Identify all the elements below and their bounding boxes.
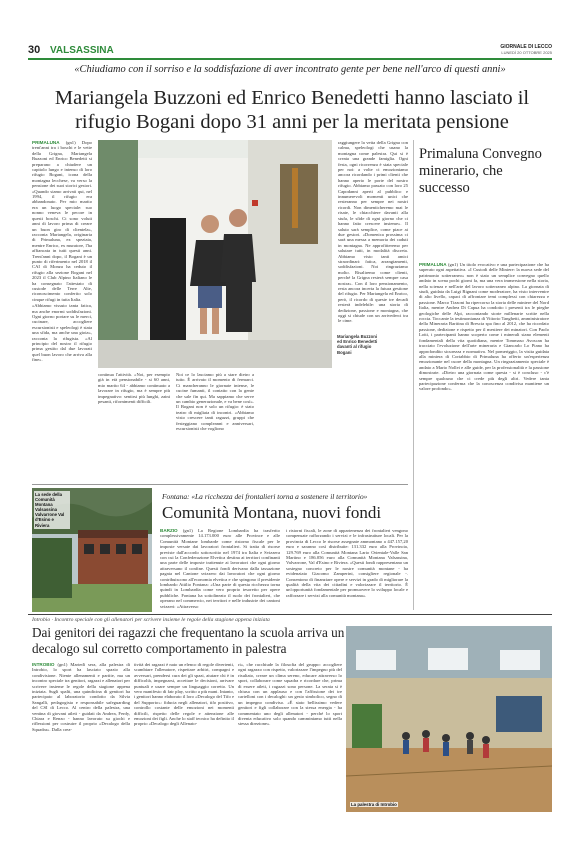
school-dateline: INTROBIO — [32, 662, 55, 667]
main-col-4-continue — [384, 336, 408, 408]
main-col-2: continua l'attività. «Noi, per esempio già in età pensionabile - si 60 anni, mio marito 64 - abbiamo continuato a lavorare in rifugio, ma è sempre più impegnativo: sentirsi più lunghi, zaini pesanti, rifornimenti difficili. — [98, 372, 170, 405]
frontalieri-col-1 — [160, 528, 280, 612]
main-col-3: Noi ce lo lasciamo più a stare dietro a tutto. È arrivato il momento di fermarci. Ci mancheranno le giornate intense, le cucine fumanti, il contatto con la gente che sale fin qui. Ma sappiamo che serve un cambio generazionale, e va bene così». Il Bogani non è solo un rifugio: è stato teatro di migliaia di incontri. «Abbiamo visto crescere tanti ragazzi, gruppi che festeggiano compleanni e anniversari, escursionisti che vogliono — [176, 372, 254, 432]
main-col1-text: Dopo trent'anni tra i boschi e le vette della Grigna, Mariangela Buzzoni ed Enrico Benedetti si preparano a chiudere un capitolo lungo e intenso di loro rifugio Bogani, icona della montagna lecchese, va verso la pensione dei suoi storici gestori. «Quando siamo arrivati qui, nel 1994, il rifugio era abbandonato. Per mio marito era un luogo speciale: suo nonno veneva le pecore in questi boschi. Ci sono voluti anni di lavoro prima di creare un buon giro di clientela», racconta Mariangela, originaria di Primaluna, ex speziaia, mentre Enrico, ex muratore, l'ha affiancata in tutti questi anni. Trent'anni dopo, il Bogani è un punto di riferimento nel 2018 il CAI di Monza ha ceduto il rifugio alla sezione Bogani nel 2023 il Club Alpino Italiano le ha consegnato l'attestato di custode delle Terre Alte, riconoscimento conferito solo cinque rifugi in tutta Italia. — [32, 140, 92, 302]
main-dateline: PRIMALUNA — [32, 140, 60, 145]
main-col1b-text: «Abbiamo vissuto tanta fatica, ma anche enormi soddisfazioni. Ogni giorno portare su le merci, cucinare, accogliere escursionisti e speleologi è stata una sfida, ma anche una gioia», racconta la rifugista. «Al principio del nostro il rifugio prima gestito dal due lavorati quel buon lavoro che arriva alla fine». — [32, 303, 92, 363]
page-number: 30 — [28, 44, 41, 56]
school-author: (gn1) — [57, 662, 68, 667]
main-kicker: «Chiudiamo con il sorriso e la soddisfazione di aver incontrato gente per bene nell'arco di questi anni» — [74, 64, 506, 75]
mid-rule — [32, 484, 408, 485]
side-author: (gn1) — [448, 262, 458, 267]
main-col-4: raggiungere la vetta della Grigna con calma, speleologi che usano la montagna come palestra. Qui si è creata una grande famiglia. Ogni festa, ogni ricorrenza è stata speciale per noi: a volte ci emozioniamo ancora ricordando i primi clienti che hanno aperto le porte del nostro rifugio. Abbiamo passato con loro 25 Capodanni aperti al pubblico e innumerevoli momenti unici che resteranno per sempre nei nostri ricordi. Non dimenticheremo mai le risate, le chiacchiere davanti alla stufa, le sfide di ogni giorno che ci hanno fatto crescere insieme». Il saluto sarà semplice, come piace ai due gestori. «Domenica prossima ci sarà una messa a memoria dei caduti in montagna. Ne approfitteremo per salutare tutti, in modalità discreta. Abbiamo visto tanti amici straordinari: fatica, arrangiamenti, soddisfazioni. Noi ringraziamo molto. Risaliremo come clienti, perché la Grigna resterà sempre casa nostra». Con il loro pensionamento, resta ancora incerta la futura gestione del rifugio. Per Mariangela ed Enrico, però, il ricordo di queste tre decadi resterà indelebile: una storia di dedizione, passione e montagna, che oggi si chiude con un arrivederci tra le cime. — [338, 140, 408, 324]
side-body — [419, 262, 549, 610]
page-header — [28, 44, 552, 58]
lower-rule — [28, 614, 552, 615]
side-body-text: Un titolo evocativo e una partecipazione che ha superato ogni aspettativa. «I Custodi delle Miniere: la nuova sede del patrimonio sotterraneo» non è stato un semplice convegno quello andato in scena pochi giorni fa, ma una vera immersione nella storia, nella scienza e nell'arte del lavoro sotterraneo alpino. La giornata di studi, guidata da Luigi Rignani come moderatore, ha visto intervenire di alto livello, capaci di affrontare temi complessi con chiarezza e passione. Marco Tizzoni ha ripercorso la storia delle miniere del Nord Italia, mentre Andrea Di Capua ha condotto i presenti tra le pieghe geologiche delle Alpi, raccontando storie millenarie scritte nella roccia. Toccante la testimonianza di Vittorio Tanghetti, amministratore della Mineraria Baritina di Brescia spa fino al 2012, che ha ricordato passione, dedizione e rispetto per il mestiere dei minatori. Con Paolo Lotti, i partecipanti hanno scoperto come i minerali siano elementi fondamentali della vita quotidiana, mentre Tommaso Avoscan ha tracciato l'evoluzione dell'arte mineraria e Giancarlo Lo Piano ha approfondito sicurezza e normativa. Nel pomeriggio, la visita guidata alla miniera di Cortabbio di Primaluna ha offerto un'esperienza emozionante nel cuore della montagna. Un ringraziamento speciale è andato a Mario Nollei e alle guide, per la professionalità e la passione dimostrate. «Dietro una giornata come questa - si è concluso - c'è sempre qualcuno che ci crede più degli altri. Vedere tanta partecipazione conferma che la conoscenza condivisa mantiene un valore profondo». — [419, 262, 549, 392]
main-author: (gn1) — [65, 140, 76, 145]
side-divider — [413, 140, 414, 610]
main-col-1 — [32, 140, 92, 478]
frontalieri-author: (gn1) — [182, 528, 193, 533]
school-col-3: ri», che racchiude la filosofia del gruppo: accogliere ogni ragazzo con rispetto, valorizzare l'impegno più del risultato, creare un clima sereno, educare attraverso lo sport, collaborare come squadra e ricordare che, prima di essere atleti, i ragazzi sono persone. La serata si è chiusa con un applauso e con l'affissione dei tre cartelloni con i decaloghi: un gesto simbolico, segno di un impegno condiviso. «È stato bellissimo vedere genitori e figli collaborare con la stessa energia - ha commentato uno degli allenatori - perché lo sport diventa educativo solo quando camminiamo tutti nella stessa direzione». — [238, 662, 342, 727]
palestra-photo-svg — [346, 626, 552, 812]
rifugio-photo-svg — [98, 140, 332, 368]
comunita-photo-caption: La sede della Comunità Montana Valsassina Valvarrone Val d'Esino e Riviera — [34, 491, 70, 529]
page-date: LUNEDÌ 20 OTTOBRE 2025 — [501, 50, 552, 55]
paper-name: GIORNALE DI LECCO — [500, 44, 552, 50]
school-headline: Dai genitori dei ragazzi che frequentano la scuola arriva un decalogo sul corretto comportamento in palestra — [32, 625, 345, 656]
main-headline: Mariangela Buzzoni ed Enrico Benedetti hanno lasciato il rifugio Bogani dopo 31 anni per la meritata pensione — [54, 87, 530, 133]
side-dateline: PRIMALUNA — [419, 262, 447, 267]
main-col-3b — [260, 372, 334, 478]
frontalieri-dateline: BARZIO — [160, 528, 178, 533]
palestra-photo-caption: La palestra di Introbio — [351, 802, 397, 807]
frontalieri-headline: Comunità Montana, nuovi fondi — [162, 503, 382, 522]
side-headline: Primaluna Convegno minerario, che successo — [419, 146, 542, 196]
main-photo-caption: Mariangela Buzzoni ed Enrico Benedetti davanti al rifugio Bogani — [337, 334, 378, 355]
rifugio-photo — [98, 140, 332, 368]
frontalieri-col-2: i ristorni fiscali, le zone di appartenenza dei frontalieri vengono compensate rafforzando i servizi e le infrastrutture locali. Per la provincia di Lecco le risorse assegnate ammontano a 447.157,20 euro e saranno così distribuite: 131.332 euro alla Provincia, 129.769 euro alla Comunità Montana Lario Orientale-Valle San Martino e 186.056 euro alla Comunità Montana Valsassina, Valvarrone, Val d'Esino e Riviera. «Questi fondi rappresentano un sostegno concreto per le nostre comunità montane - ha evidenziato Giacomo Zamperini, consigliere regionale -. Consentono di finanziare opere e servizi in grado di migliorare la qualità della vita dei cittadini e valorizzare il territorio. È un'opportunità fondamentale per promuovere lo sviluppo locale e rafforzare i servizi alla comunità montana». — [286, 528, 408, 598]
frontalieri-kicker: Fontana: «La ricchezza dei frontalieri torna a sostenere il territorio» — [162, 492, 368, 501]
school-kicker: Introbio · Incontro speciale con gli allenatori per scrivere insieme le regole della stagione appena iniziata — [32, 617, 270, 623]
section-name: VALSASSINA — [50, 45, 114, 56]
school-col1-text: Martedì sera, alla palestra di Introbio, lo sport ha lasciato spazio alla condivisione. Niente allenamenti e partite, ma un incontro speciale tra genitori, ragazzi e allenatori per scrivere insieme le regole della stagione appena iniziata. Sugli spalti, una quindicina di genitori ha partecipato al laboratorio condotto da Silvia Sangalli, pedagogista e responsabile safeguarding del CSI di Lecco. Al centro della palestra, una ventina di giovani atleti - guidati da Andrea, Ferdy, Chiara e Renzo - hanno lavorato su giochi e riflessioni per costruire il proprio «Decalogo della Squadra». Dalla crea- — [32, 662, 130, 732]
school-col-1 — [32, 662, 130, 812]
frontalieri-col1-text: La Regione Lombardia ha trasferito complessivamente 14.173.000 euro alle Province e alle Comunità Montane lombarde come ristorno fiscale per le imposte versate dai lavoratori frontalieri. Si tratta di risorse previste dall'accordo sottoscritto nel 1974 tra Italia e Svizzera con cui la Confederazione Elvetica destina ai territori confinanti una parte delle imposte trattenute ai lavoratori che ogni giorno attraversano il confine. Questi fondi derivano dalla tassazione pagata nel Cantone svizzero dai lavoratori che ogni giorno contribuiscono all'economia elvetica e che spingono il presidente lombardo Attilio Fontana: «Una parte di questa ricchezza torna quindi in Lombardia come vero proprio tesoretto per opere pubbliche. Fontana ha sottolineato il ruolo dei frontalieri, che operano nel commercio, nei territori e nelle industrie dei cantoni svizzeri: «Attraverso — [160, 528, 280, 609]
palestra-photo — [346, 626, 552, 812]
school-col-2: tività dei ragazzi è nato un elenco di regole divertenti, scambiare l'allenatore, rispettare arbitri, compagni e avversari, prendersi cura dei gli spazi, aiutare chi è in difficoltà, impegnarsi, accettare le decisioni, arrivare puntuali e usare sempre un linguaggio corretto. Un vero manifesto di fair play, scritto a più mani. Intanto, i genitori hanno elaborato il loro «Decalogo del Tifo e del Supporto»: fiducia negli allenatori, tifo positivo, controllo costante delle emozioni nei momenti difficili, rispetto delle regole e attenzione alle emozioni dei figli. Anche lo staff tecnico ha definito il proprio «Decalogo degli Allenato- — [134, 662, 234, 727]
header-rule — [28, 58, 552, 60]
